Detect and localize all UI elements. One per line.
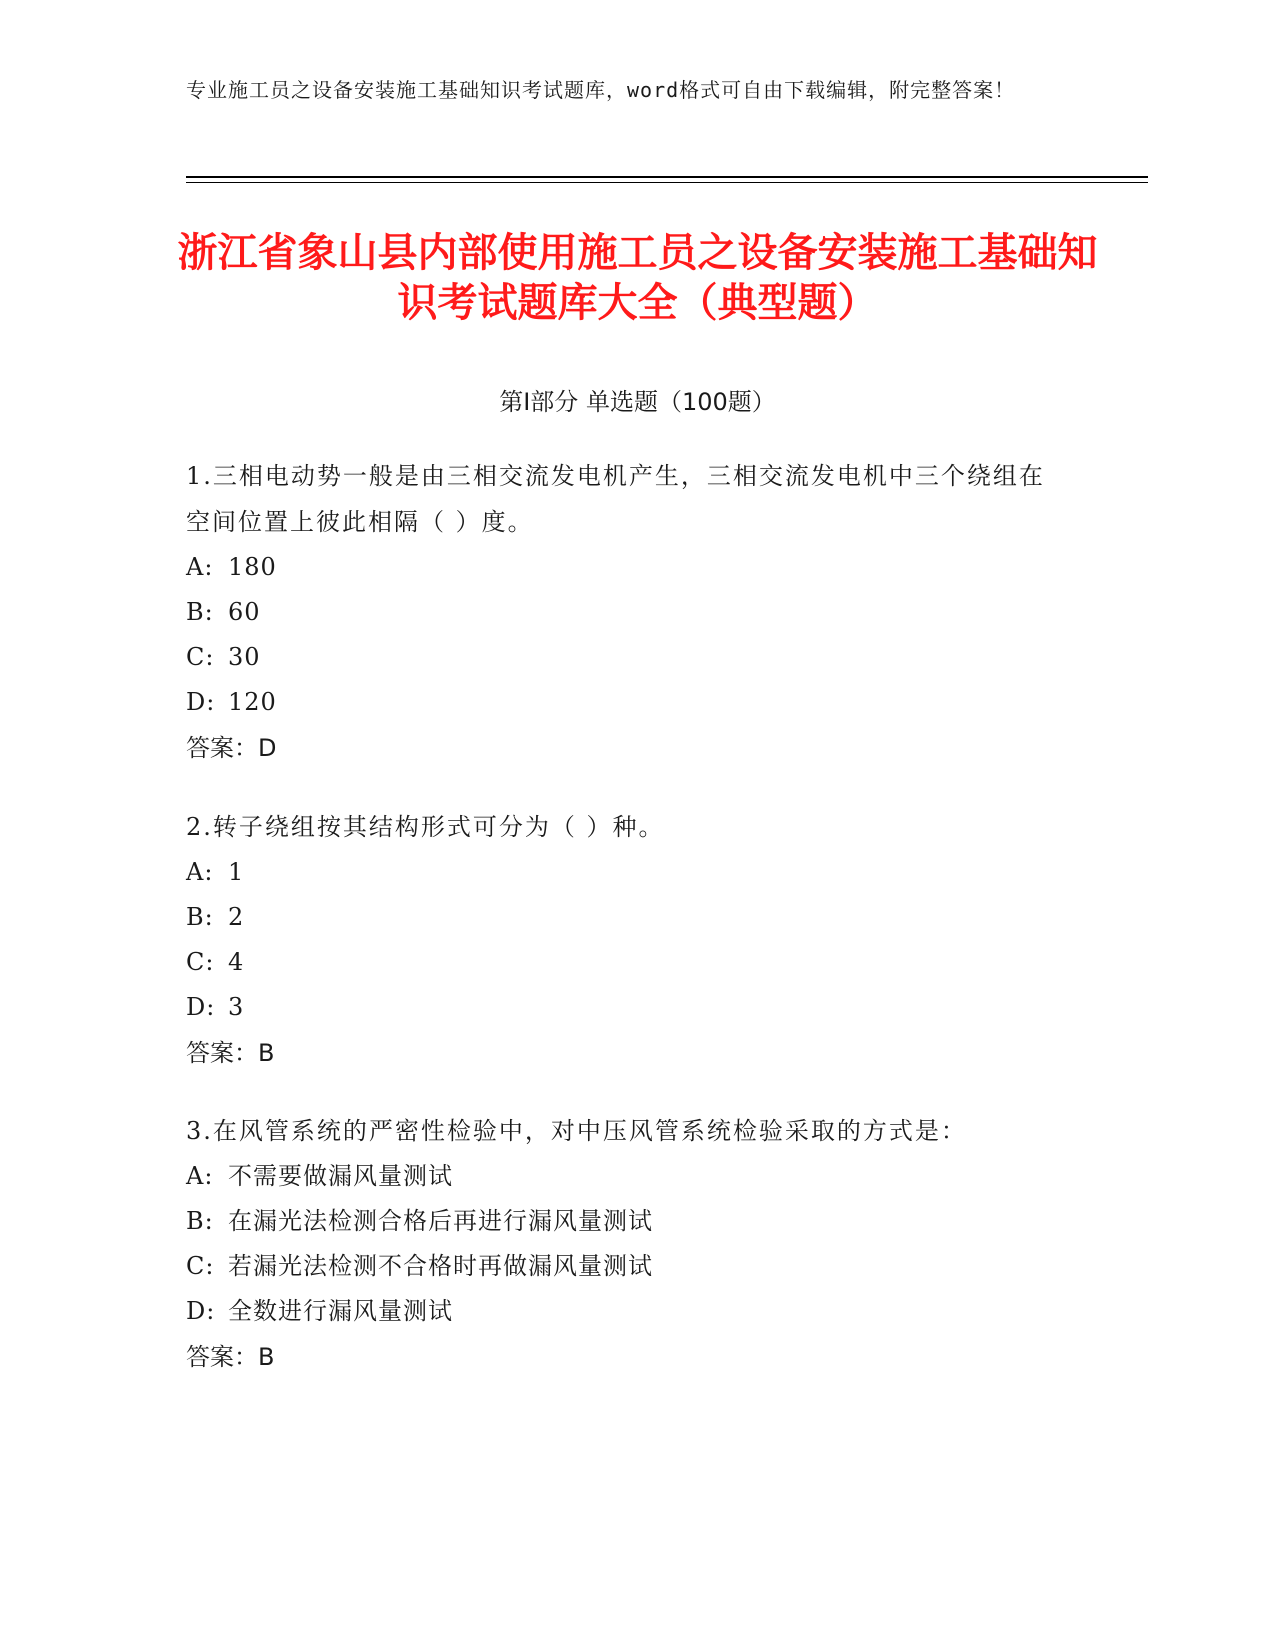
option-letter: D:: [186, 688, 216, 716]
option-c: [186, 1244, 1066, 1289]
option-b: [186, 895, 1066, 940]
question-stem: 3.在风管系统的严密性检验中，对中压风管系统检验采取的方式是：: [186, 1117, 967, 1145]
question-3: [186, 1108, 1066, 1380]
question-1: [186, 453, 1066, 771]
section-title: 第Ⅰ部分 单选题（100题）: [499, 388, 776, 416]
option-b: [186, 1199, 1066, 1244]
header-divider-thin: [186, 182, 1148, 183]
answer: 答案：B: [186, 1343, 275, 1371]
option-d: [186, 1289, 1066, 1334]
option-text: 2: [228, 903, 245, 931]
answer: 答案：D: [186, 734, 277, 762]
option-text: 30: [228, 643, 261, 671]
question-stem: 1.三相电动势一般是由三相交流发电机产生，三相交流发电机中三个绕组在空间位置上彼此相隔（ ）度。: [186, 462, 1045, 536]
option-text: 3: [228, 993, 245, 1021]
question-2: [186, 804, 1066, 1076]
header-note: 专业施工员之设备安装施工基础知识考试题库，word格式可自由下载编辑，附完整答案！: [186, 78, 1016, 102]
option-a: [186, 545, 1066, 590]
option-letter: A:: [186, 1162, 214, 1190]
option-text: 不需要做漏风量测试: [228, 1162, 453, 1190]
option-a: [186, 1154, 1066, 1199]
answer: 答案：B: [186, 1039, 275, 1067]
header-divider-thick: [186, 176, 1148, 178]
option-b: [186, 590, 1066, 635]
option-text: 60: [228, 598, 261, 626]
option-letter: C:: [186, 948, 215, 976]
option-text: 4: [228, 948, 245, 976]
option-letter: B:: [186, 903, 214, 931]
option-letter: B:: [186, 1207, 214, 1235]
option-letter: D:: [186, 993, 216, 1021]
option-text: 若漏光法检测不合格时再做漏风量测试: [228, 1252, 653, 1280]
option-letter: B:: [186, 598, 214, 626]
option-text: 全数进行漏风量测试: [228, 1297, 453, 1325]
option-d: [186, 680, 1066, 725]
option-letter: A:: [186, 553, 214, 581]
option-text: 1: [228, 858, 245, 886]
option-d: [186, 985, 1066, 1030]
option-text: 在漏光法检测合格后再进行漏风量测试: [228, 1207, 653, 1235]
option-text: 120: [228, 688, 277, 716]
option-text: 180: [228, 553, 277, 581]
option-a: [186, 850, 1066, 895]
option-c: [186, 635, 1066, 680]
option-letter: C:: [186, 643, 215, 671]
question-stem: 2.转子绕组按其结构形式可分为（ ）种。: [186, 813, 665, 841]
option-letter: D:: [186, 1297, 216, 1325]
option-c: [186, 940, 1066, 985]
document-title: 浙江省象山县内部使用施工员之设备安装施工基础知识考试题库大全（典型题）: [177, 230, 1098, 326]
option-letter: C:: [186, 1252, 215, 1280]
option-letter: A:: [186, 858, 214, 886]
